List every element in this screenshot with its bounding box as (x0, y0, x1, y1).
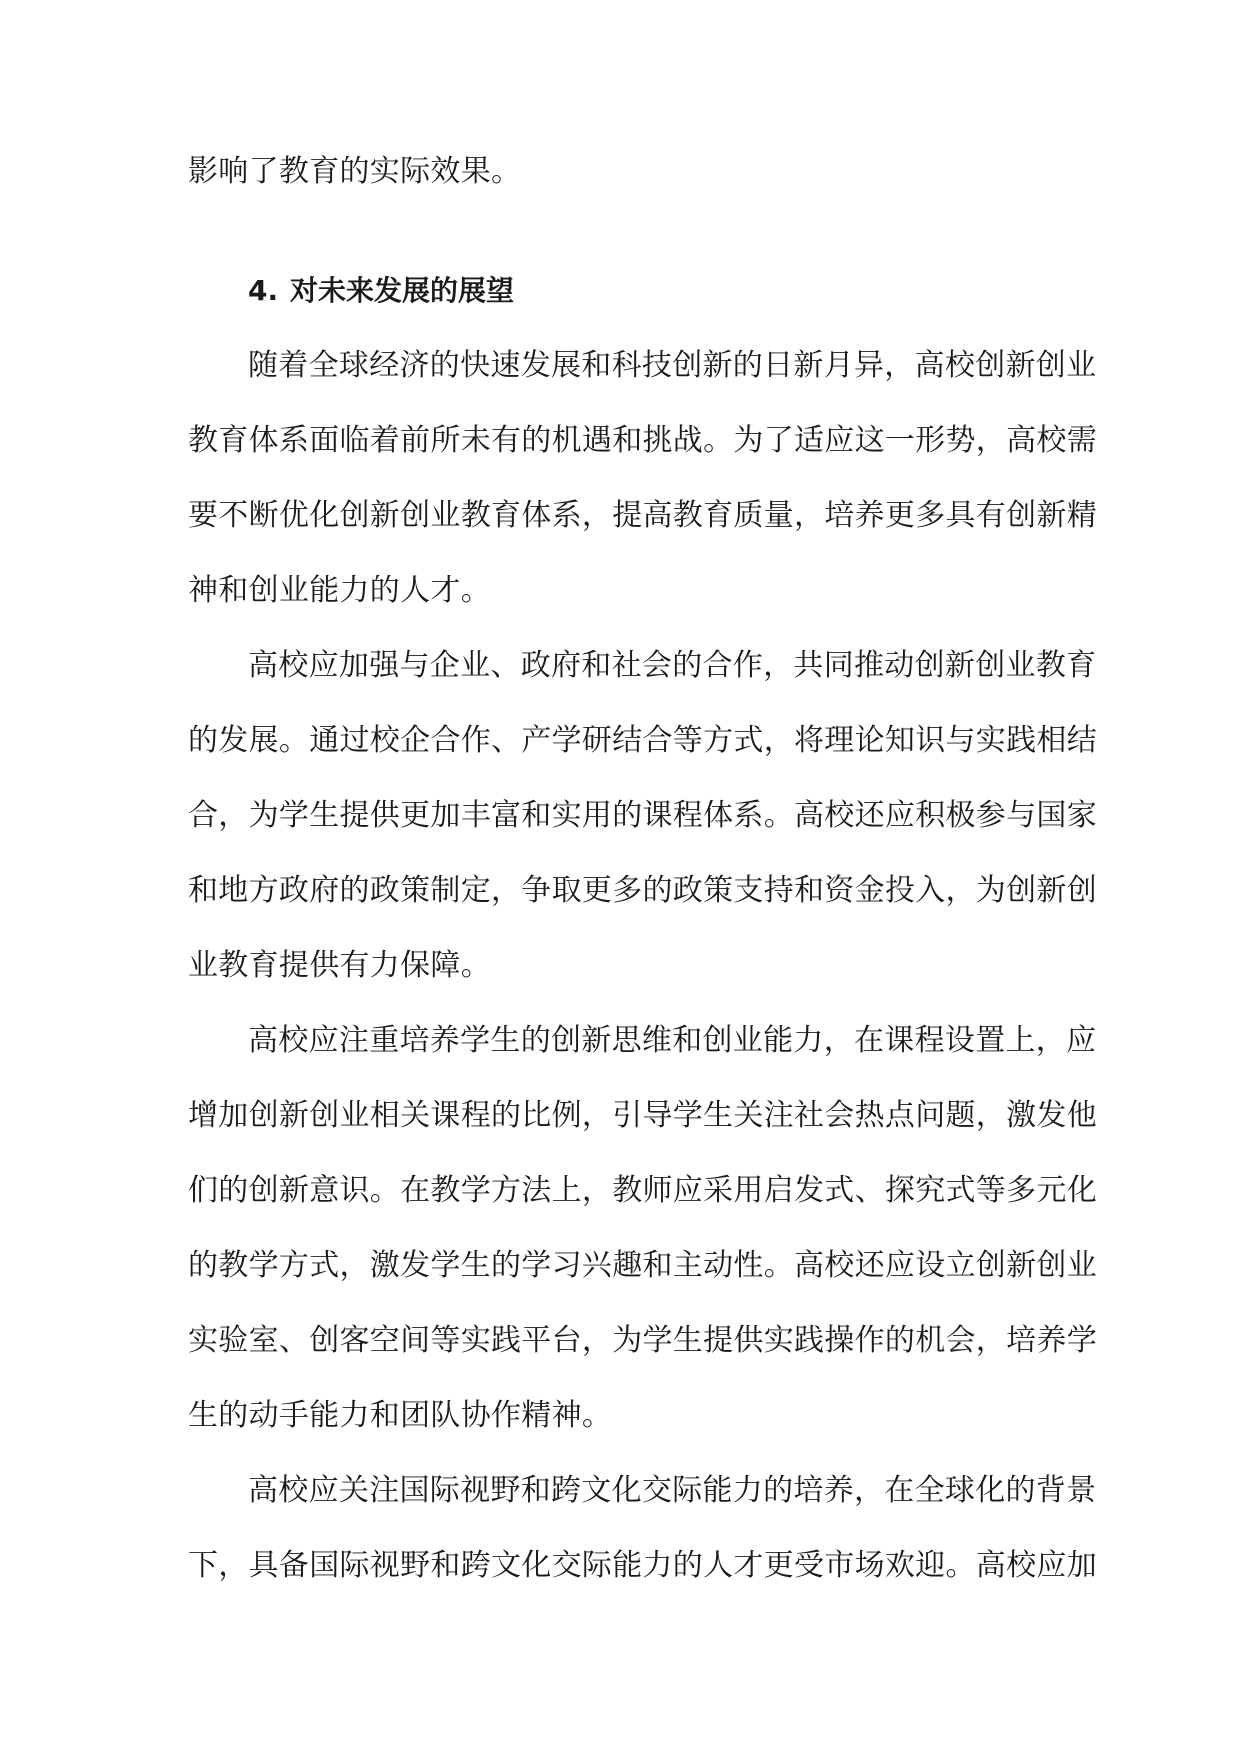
paragraph-line: 们的创新意识。在教学方法上，教师应采用启发式、探究式等多元化 (188, 1173, 1097, 1208)
paragraph-line: 高校应关注国际视野和跨文化交际能力的培养，在全球化的背景 (248, 1473, 1097, 1508)
paragraph-line: 的发展。通过校企合作、产学研结合等方式，将理论知识与实践相结 (188, 723, 1097, 758)
paragraph-line: 高校应加强与企业、政府和社会的合作，共同推动创新创业教育 (248, 648, 1097, 683)
paragraph-line: 的教学方式，激发学生的学习兴趣和主动性。高校还应设立创新创业 (188, 1248, 1097, 1283)
section-number: 4. (248, 274, 279, 307)
paragraph-line: 合，为学生提供更加丰富和实用的课程体系。高校还应积极参与国家 (188, 798, 1097, 833)
paragraph-line: 随着全球经济的快速发展和科技创新的日新月异，高校创新创业 (248, 348, 1097, 383)
paragraph-line: 影响了教育的实际效果。 (188, 154, 522, 189)
paragraph-line: 实验室、创客空间等实践平台，为学生提供实践操作的机会，培养学 (188, 1323, 1097, 1358)
paragraph-line: 要不断优化创新创业教育体系，提高教育质量，培养更多具有创新精 (188, 498, 1097, 533)
document-page (188, 134, 1097, 1603)
section-heading (188, 253, 1058, 328)
paragraph-line: 生的动手能力和团队协作精神。 (188, 1398, 613, 1433)
paragraph-line: 和地方政府的政策制定，争取更多的政策支持和资金投入，为创新创 (188, 873, 1097, 908)
paragraph-line: 神和创业能力的人才。 (188, 573, 491, 608)
paragraph-line: 增加创新创业相关课程的比例，引导学生关注社会热点问题，激发他 (188, 1098, 1097, 1133)
paragraph-line: 下，具备国际视野和跨文化交际能力的人才更受市场欢迎。高校应加 (188, 1548, 1097, 1583)
paragraph-line: 业教育提供有力保障。 (188, 948, 491, 983)
paragraph-line: 教育体系面临着前所未有的机遇和挑战。为了适应这一形势，高校需 (188, 423, 1097, 458)
paragraph-line: 高校应注重培养学生的创新思维和创业能力，在课程设置上，应 (248, 1023, 1097, 1058)
section-title: 对未来发展的展望 (290, 274, 515, 307)
